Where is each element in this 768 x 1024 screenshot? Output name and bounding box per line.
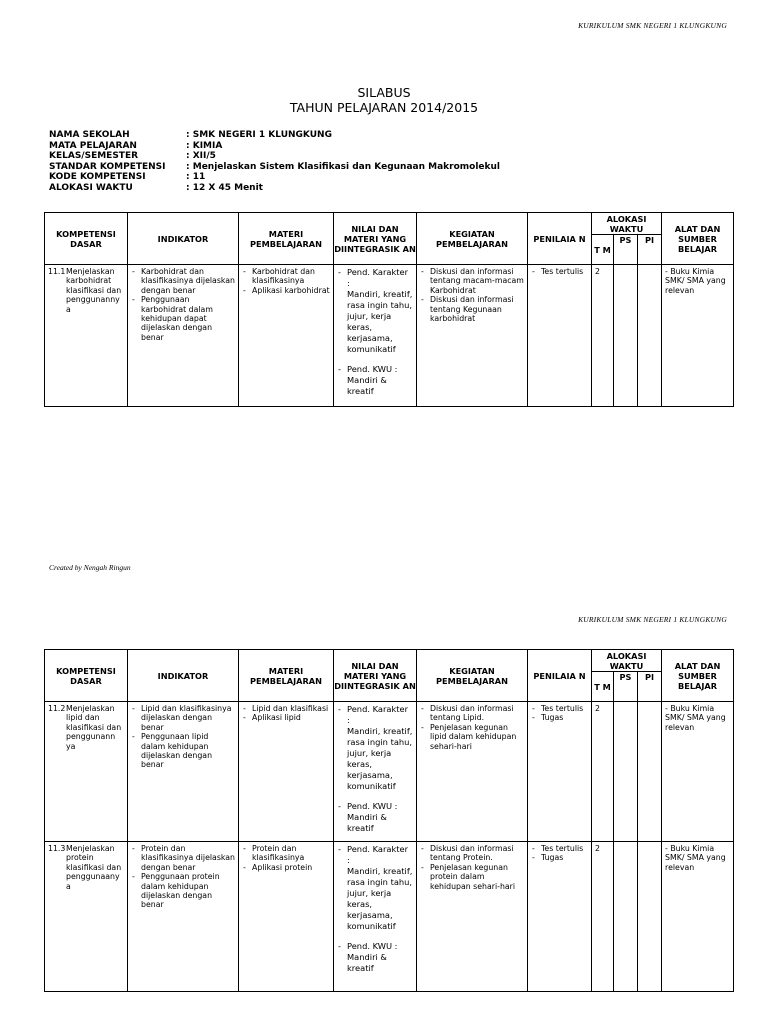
- pi-cell: [638, 702, 662, 842]
- pi-cell: [638, 842, 662, 992]
- header-ps: PS: [614, 672, 638, 702]
- list-item: - Pend. Karakter : Mandiri, kreatif, rasa ingin tahu, jujur, kerja keras, kerjasama, komunikatif: [337, 267, 413, 355]
- list-item: - Aplikasi karbohidrat: [242, 286, 330, 295]
- info-row: KODE KOMPETENSI : 11: [49, 172, 206, 182]
- alat-cell: - Buku Kimia SMK/ SMA yang relevan: [662, 702, 734, 842]
- created-by-footer: Created by Nengah Ringun: [49, 563, 131, 572]
- header-penilaian: PENILAIA N: [528, 650, 592, 702]
- list-item: - Diskusi dan informasi tentang Lipid.: [420, 704, 524, 723]
- penilaian-cell: [528, 702, 592, 842]
- header-pi: PI: [638, 672, 662, 702]
- page-header-text: KURIKULUM SMK NEGERI 1 KLUNGKUNG: [578, 21, 727, 30]
- header-kegiatan: KEGIATAN PEMBELAJARAN: [417, 650, 528, 702]
- tm-cell: 2: [592, 265, 614, 407]
- nilai-cell: [334, 842, 417, 992]
- indikator-cell: [128, 842, 239, 992]
- syllabus-table-1: [44, 212, 734, 407]
- list-item: - Penjelasan kegunan protein dalam kehidupan sehari-hari: [420, 863, 524, 891]
- header-penilaian: PENILAIA N: [528, 213, 592, 265]
- list-item: - Tugas: [531, 713, 588, 722]
- pi-cell: [638, 265, 662, 407]
- kegiatan-cell: [417, 702, 528, 842]
- kd-cell: 11.2 Menjelaskan lipid dan klasifikasi dan penggunann ya: [45, 702, 128, 842]
- ps-cell: [614, 265, 638, 407]
- list-item: - Tes tertulis: [531, 267, 588, 276]
- penilaian-cell: [528, 265, 592, 407]
- materi-cell: [239, 265, 334, 407]
- list-item: - Diskusi dan informasi tentang Protein.: [420, 844, 524, 863]
- header-materi: MATERI PEMBELAJARAN: [239, 213, 334, 265]
- alat-cell: - Buku Kimia SMK/ SMA yang relevan: [662, 265, 734, 407]
- info-row: MATA PELAJARAN : KIMIA: [49, 140, 223, 151]
- header-alat-sumber: ALAT DAN SUMBER BELAJAR: [662, 650, 734, 702]
- list-item: - Karbohidrat dan klasifikasinya dijelaskan dengan benar: [131, 267, 235, 295]
- list-item: - Lipid dan klasifikasinya dijelaskan dengan benar: [131, 704, 235, 732]
- materi-cell: [239, 702, 334, 842]
- header-alat-sumber: ALAT DAN SUMBER BELAJAR: [662, 213, 734, 265]
- list-item: - Tes tertulis: [531, 704, 588, 713]
- list-item: - Pend. KWU : Mandiri & kreatif: [337, 941, 413, 974]
- kd-cell: 11.1 Menjelaskan karbohidrat klasifikasi dan penggunanny a: [45, 265, 128, 407]
- list-item: - Pend. Karakter : Mandiri, kreatif, rasa ingin tahu, jujur, kerja keras, kerjasama, komunikatif: [337, 704, 413, 792]
- identity-block: [49, 130, 500, 193]
- kegiatan-cell: [417, 842, 528, 992]
- nilai-cell: [334, 702, 417, 842]
- list-item: - Diskusi dan informasi tentang Kegunaan karbohidrat: [420, 295, 524, 323]
- header-ps: PS: [614, 235, 638, 265]
- list-item: - Penggunaan protein dalam kehidupan dijelaskan dengan benar: [131, 872, 235, 910]
- list-item: - Penggunaan lipid dalam kehidupan dijelaskan dengan benar: [131, 732, 235, 770]
- list-item: - Pend. KWU : Mandiri & kreatif: [337, 364, 413, 397]
- tm-cell: 2: [592, 702, 614, 842]
- table-row: [45, 842, 734, 992]
- list-item: - Penggunaan karbohidrat dalam kehidupan dapat dijelaskan dengan benar: [131, 295, 235, 342]
- indikator-cell: [128, 265, 239, 407]
- header-indikator: INDIKATOR: [128, 213, 239, 265]
- indikator-cell: [128, 702, 239, 842]
- list-item: - Protein dan klasifikasinya: [242, 844, 330, 863]
- penilaian-cell: [528, 842, 592, 992]
- info-row: KELAS/SEMESTER : XII/5: [49, 151, 216, 161]
- info-row: STANDAR KOMPETENSI : Menjelaskan Sistem Klasifikasi dan Kegunaan Makromolekul: [49, 161, 501, 172]
- list-item: - Aplikasi lipid: [242, 713, 330, 722]
- list-item: - Tes tertulis: [531, 844, 588, 853]
- header-alokasi-waktu: ALOKASI WAKTU: [592, 650, 662, 672]
- nilai-cell: [334, 265, 417, 407]
- document-title: SILABUS: [357, 85, 411, 100]
- document-subtitle: TAHUN PELAJARAN 2014/2015: [289, 100, 479, 115]
- info-row: ALOKASI WAKTU : 12 X 45 Menit: [49, 182, 263, 193]
- header-nilai: NILAI DAN MATERI YANG DIINTEGRASIK AN: [334, 650, 417, 702]
- page-header-text-2: KURIKULUM SMK NEGERI 1 KLUNGKUNG: [578, 615, 727, 624]
- ps-cell: [614, 842, 638, 992]
- materi-cell: [239, 842, 334, 992]
- header-tm: T M: [592, 235, 614, 265]
- header-kompetensi-dasar: KOMPETENSI DASAR: [45, 213, 128, 265]
- table-row: [45, 702, 734, 842]
- header-materi: MATERI PEMBELAJARAN: [239, 650, 334, 702]
- header-nilai: NILAI DAN MATERI YANG DIINTEGRASIK AN: [334, 213, 417, 265]
- kegiatan-cell: [417, 265, 528, 407]
- ps-cell: [614, 702, 638, 842]
- header-tm: T M: [592, 672, 614, 702]
- alat-cell: - Buku Kimia SMK/ SMA yang relevan: [662, 842, 734, 992]
- list-item: - Karbohidrat dan klasifikasinya: [242, 267, 330, 286]
- header-pi: PI: [638, 235, 662, 265]
- list-item: - Pend. Karakter : Mandiri, kreatif, rasa ingin tahu, jujur, kerja keras, kerjasama, komunikatif: [337, 844, 413, 932]
- list-item: - Pend. KWU : Mandiri & kreatif: [337, 801, 413, 834]
- list-item: - Protein dan klasifikasinya dijelaskan dengan benar: [131, 844, 235, 872]
- info-row: NAMA SEKOLAH : SMK NEGERI 1 KLUNGKUNG: [49, 130, 332, 140]
- list-item: - Diskusi dan informasi tentang macam-macam Karbohidrat: [420, 267, 524, 295]
- kd-cell: 11.3 Menjelaskan protein klasifikasi dan penggunaany a: [45, 842, 128, 992]
- list-item: - Lipid dan klasifikasi: [242, 704, 330, 713]
- list-item: - Penjelasan kegunan lipid dalam kehidupan sehari-hari: [420, 723, 524, 751]
- table-row: [45, 265, 734, 407]
- list-item: - Aplikasi protein: [242, 863, 330, 872]
- syllabus-table-2: [44, 649, 734, 992]
- header-kegiatan: KEGIATAN PEMBELAJARAN: [417, 213, 528, 265]
- header-indikator: INDIKATOR: [128, 650, 239, 702]
- header-alokasi-waktu: ALOKASI WAKTU: [592, 213, 662, 235]
- header-kompetensi-dasar: KOMPETENSI DASAR: [45, 650, 128, 702]
- tm-cell: 2: [592, 842, 614, 992]
- list-item: - Tugas: [531, 853, 588, 862]
